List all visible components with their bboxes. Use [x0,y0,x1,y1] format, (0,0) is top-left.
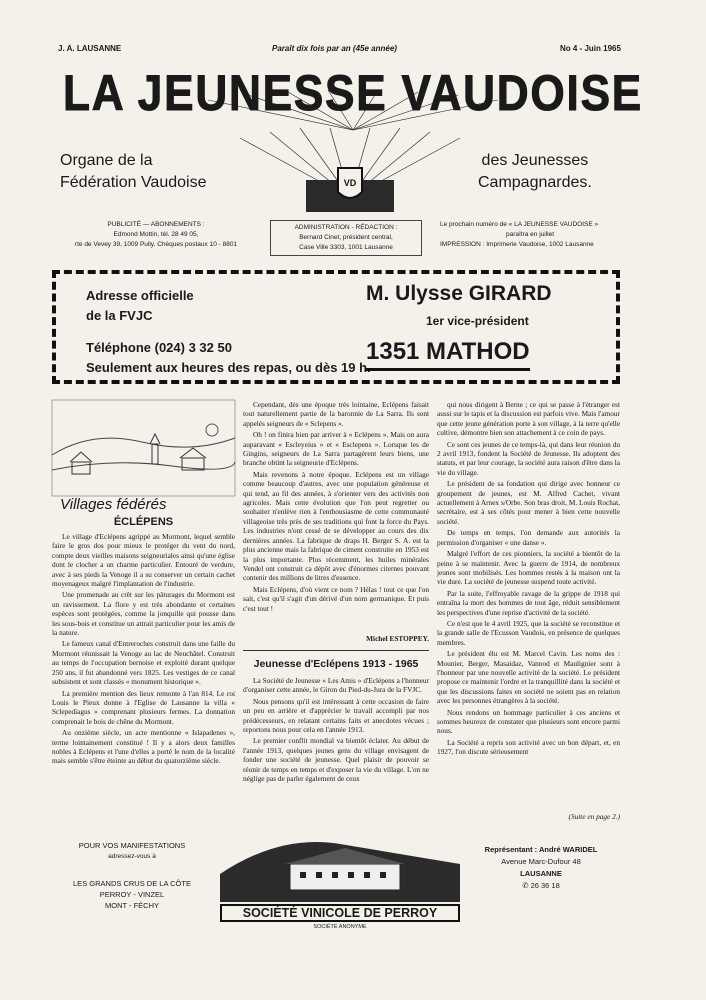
printer-line: IMPRESSION : Imprimerie Vaudoise, 1002 Lausanne [440,241,594,248]
official-address-box [52,270,620,384]
article-paragraph: Le premier conflit mondial va bientôt éclater. Au début de l'année 1913, quelques jeunes gens du village envisagent de fonder une société de jeunesse. Quel plaisir de pouvoir se réunir de temps en temps et d'exposer la vie du village. L'on ne néglige pas de parler également de ceux [243,736,429,784]
article-paragraph: Nous pensons qu'il est intéressant à cette occasion de faire un peu en arrière et d'apprécier le travail accompli par nos prédécesseurs, en relatant certains faits et anecdotes vécues ; reportons nous pour cela en l'année 1913. [243,696,429,735]
administration-box [270,220,422,256]
rep-phone: 26 36 18 [530,881,560,890]
subtitle-left-line1: Organe de la [60,152,153,169]
article-paragraph: Le village d'Eclépens agrippé au Mormont, lequel semble faire le gros dos pour mieux le protéger du vent du nord, compte deux vieilles maisons seigneuriales ainsi qu'une église dont le clocher a un charme particulier. Entouré de verdure, avec à ses pieds la Venoge il a su conserver un certain cachet moyenageux malgré l'implantation de l'industrie. [52,532,235,589]
article-paragraph: La Société de Jeunesse « Les Amis » d'Eclépens a l'honneur d'organiser cette année, le Giron du Pied-du-Jura de la FVJC. [243,676,429,695]
article-paragraph: Le fameux canal d'Entreroches construit dans une faille du Mormont réunissait la Venoge au lac de Neuchâtel. Construit au temps de l'occupation bernoise et exploité durant quelque 250 ans, il fut abandonné vers 1825. Les vestiges de ce canal subsistent et sont classés « monument historique ». [52,639,235,687]
continued-note: (Suite en page 2.) [568,812,620,821]
winery-illustration [220,834,460,902]
article-paragraph: qui nous dirigent à Berne ; ce qui se passe à l'étranger est aussi sur le tapis et la discussion est parfois vive. Mais l'amour que cette jeune génération porte à son village, à la terre qu'elle cultive, démontre bien son attachement à ce coin de pays. [437,400,620,438]
address-line1: Adresse officielle [86,288,194,303]
wine-ad-line5: MONT - FÉCHY [104,901,160,910]
issue-number: No 4 - Juin 1965 [560,44,621,53]
jeunesse-article-cont [437,400,620,810]
publicity-line1: Edmond Mottin, tél. 28 49 05, [113,231,199,238]
masthead-title [58,60,648,130]
divider [243,650,429,651]
contact-name: M. Ulysse GIRARD [366,282,552,305]
winery-name: SOCIÉTÉ VINICOLE DE PERROY [220,904,460,922]
svg-text:LA JEUNESSE VAUDOISE: LA JEUNESSE VAUDOISE [63,65,643,121]
address-hours: Seulement aux heures des repas, ou dès 19 h. [86,360,371,375]
address-line2: de la FVJC [86,308,153,323]
phone-icon: ✆ [522,881,531,890]
article-paragraph: Une promenade au crêt sur les pâturages du Mormont est un ravissement. La flore y est très abondante et certaines espèces sont protégées, comme la jonquille qui pousse dans les sous-bois et constitue un attrait particulier pour les amis de la nature. [52,590,235,638]
winery-subtitle: SOCIÉTÉ ANONYME [313,924,367,930]
rep-address: Avenue Marc-Dufour 48 [501,857,581,866]
address-phone: Téléphone (024) 3 32 50 [86,340,232,355]
article-paragraph: La Société a repris son activité avec un bon départ, et, en 1927, l'on discute sérieusement [437,737,620,757]
article-paragraph: Ce n'est que le 4 avril 1925, que la société se reconstitue et la grande salle de l'Ecusson Vaudois, en présence de quelques membres. [437,618,620,647]
subtitle-right [478,150,592,194]
rep-phone-row [462,880,620,892]
emblem-sunburst [230,128,470,214]
article-paragraph: Malgré l'effort de ces pionniers, la société a bientôt de la peine à se maintenir. Avec la guerre de 1914, de nombreux jeunes sont mobilisés. Les hommes restés à la maison ont la vie dure. La société de jeunesse suspend toute activité. [437,549,620,587]
address-text [86,286,371,378]
edition-label: J. A. LAUSANNE [58,44,122,53]
frequency-label: Paraît dix fois par an (45e année) [272,44,397,53]
village-sketch [52,400,235,496]
wine-ad-line2: adressez-vous à [108,853,156,860]
article-paragraph: Le président élu est M. Marcel Cavin. Les noms des : Mounier, Berger, Masaidaz, Vannod et Maulignier sont à l'honneur par une nouvelle activité de la société. Le président propose ce maintenir l'ordre et la tranquillité dans la société et que les discussions faites en société ne soient pas en relation avec les personnes étrangères à la société. [437,649,620,706]
publicity-title: PUBLICITÉ — ABONNEMENTS : [107,221,205,228]
wine-ad-right [462,844,620,892]
article-paragraph: Ce sont ces jeunes de ce temps-là, qui dans leur réunion du 2 avril 1913, fondent la Société de Jeunesse. Ils adoptent des statuts, et par leur courage, la société aura raison d'être dans la vie du village. [437,439,620,477]
administration-title: ADMINISTRATION - RÉDACTION : [294,224,398,231]
article-paragraph: Le président de sa fondation qui dirige avec honneur ce groupement de jeunes, est M. Alfred Cachet, vivant actuellement à Arnex s/Orbe. Son bras droit, M. Louis Rochat, secrétaire, est à ses côtés pour mener à bien cette nouvelle société. [437,479,620,526]
eclepens-heading: ÉCLÉPENS [113,516,174,528]
contact-town: 1351 MATHOD [366,338,530,371]
article-paragraph: Nous rendons un hommage particulier à ces anciens et sommes heureux de constater que plusieurs sont encore parmi nous. [437,707,620,736]
eclepens-article-cont [243,400,429,632]
article-paragraph: Oh ! on finira bien par arriver à « Eclépens ». Mais on aura auparavant « Escleyeius » et « Esclepens ». Lorsque les de Gingins, seigneurs de La Sarra partagèrent leurs biens, une branche obtint la seigneurie d'Eclépens. [243,430,429,468]
wine-ad-line3: LES GRANDS CRUS DE LA CÔTE [73,879,191,888]
next-issue-box [440,220,620,250]
article-paragraph: Mais Eclépens, d'où vient ce nom ? Hélas ! tout ce que l'on sait, c'est qu'il s'agit d'un dérivé d'un nom germanique. Et puis c'est tout ! [243,584,429,613]
subtitle-left [60,150,206,194]
wine-ad-line1: POUR VOS MANIFESTATIONS [78,841,186,850]
villages-banner: Villages fédérés [60,496,167,513]
article-paragraph: Au onzième siècle, un acte mentionne « Islapadenes », terme lointainement constitué ! Il y a alors deux familles nobles à Eclépens et l'une d'elles a porté le nom de la localité mais semble s'être éteinte au début du quatorzième siècle. [52,728,235,766]
article-paragraph: Cependant, dès une époque très lointaine, Eclépens faisait tout naturellement partie de la baronnie de La Sarra. Ils sont appelés seigneurs de « Sclepens ». [243,400,429,428]
rep-city: LAUSANNE [520,869,562,878]
eclepens-article [52,532,235,824]
article-paragraph: De temps en temps, l'on demande aux autorités la permission d'organiser « une danse ». [437,528,620,547]
administration-line1: Bernard Cinet, président central, [299,234,393,241]
jeunesse-article [243,676,429,824]
administration-line2: Case Ville 3303, 1001 Lausanne [299,244,393,251]
wine-ad [52,832,620,950]
subtitle-right-line1: des Jeunesses [481,152,589,169]
publicity-box [52,220,260,250]
jeunesse-heading: Jeunesse d'Eclépens 1913 - 1965 [253,658,419,670]
subtitle-left-line2: Fédération Vaudoise [60,174,207,191]
svg-text:VD: VD [343,178,357,188]
author-signature: Michel ESTOPPEY. [366,634,429,643]
wine-ad-left [52,840,212,911]
wine-ad-line4: PERROY - VINZEL [99,890,165,899]
article-paragraph: Par la suite, l'effroyable ravage de la grippe de 1918 qui entraîna la mort des hommes de tout âge, réduit sensiblement les perspectives d'une reprise d'activité de la société. [437,588,620,617]
next-issue-line1: Le prochain numéro de « LA JEUNESSE VAUDOISE » [440,221,599,228]
article-paragraph: La première mention des lieux remonte à l'an 814. Le roi Louis le Pieux donne à l'Eglise de Lausanne la villa « Sclepediagus » comprenant plusieurs fermes. La donnation comprenait le bois de chêne du Mormont. [52,688,235,726]
subtitle-right-line2: Campagnardes. [478,174,592,191]
contact-role: 1er vice-président [426,314,529,328]
publicity-line2: rte de Vevey 39, 1009 Pully. Chèques postaux 10 - 8801 [74,241,238,248]
representative: Représentant : André WARIDEL [484,845,598,854]
next-issue-line2: paraîtra en juillet [505,231,555,238]
article-paragraph: Mais revenons à notre époque. Eclépens est un village comme beaucoup d'autres, avec une population généreuse et qui tend, au fil des années, à s'orienter vers des activités non agricoles. Mais cette évolution que l'on peut regretter ou souhaiter n'enlève rien à l'enthousiasme de cette communauté villageoise très près de ses traditions qui font la force du Pays. Les industries n'ont cessé de se développer au cours des dix dernières années. La fabrique de draps H. Berger S. A. est la plus ancienne mais la fabrique de ciment construite en 1953 est la plus importante. Plus récemment, les huiles minérales Vendel ont construit ca dépôt avec d'énormes citernes pouvant contenir des millions de litres d'essence. [243,469,429,583]
